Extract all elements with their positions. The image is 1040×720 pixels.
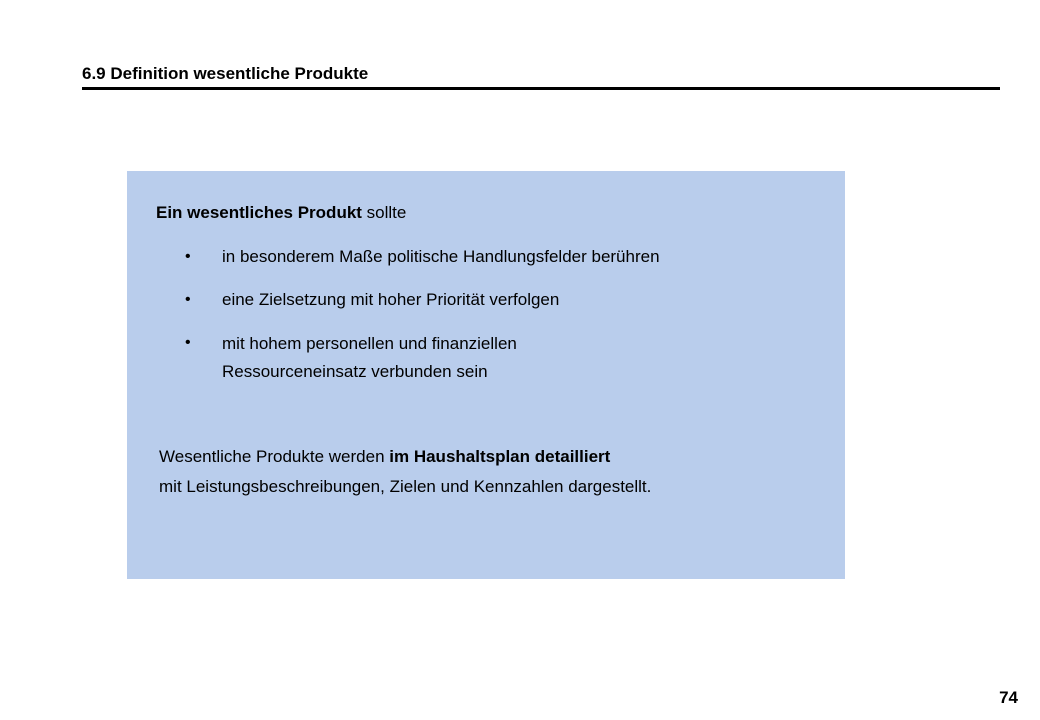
intro-line (156, 203, 406, 223)
summary-line1-bold: im Haushaltsplan detailliert (389, 447, 611, 466)
section-title: 6.9 Definition wesentliche Produkte (82, 64, 369, 83)
section-header (82, 62, 1000, 90)
bullet-dot-icon: • (185, 248, 191, 265)
bullet-text-1: in besonderem Maße politische Handlungsfelder berühren (222, 247, 660, 266)
bullet-text-3-line2: Ressourceneinsatz verbunden sein (222, 362, 488, 381)
bullet-dot-icon: • (185, 334, 191, 351)
bullet-text-2: eine Zielsetzung mit hoher Priorität verfolgen (222, 290, 560, 309)
bullet-text-3-line1: mit hohem personellen und finanziellen (222, 334, 517, 353)
summary-line1-pre: Wesentliche Produkte werden (159, 447, 390, 466)
page-number: 74 (999, 688, 1018, 707)
bullet-text-3 (222, 330, 642, 386)
intro-rest: sollte (361, 203, 407, 222)
bullet-dot-icon: • (185, 291, 191, 308)
summary-line2: mit Leistungsbeschreibungen, Zielen und Kennzahlen dargestellt. (159, 477, 652, 496)
intro-bold: Ein wesentliches Produkt (156, 203, 362, 222)
summary-text (159, 442, 651, 502)
definition-box (127, 171, 845, 579)
